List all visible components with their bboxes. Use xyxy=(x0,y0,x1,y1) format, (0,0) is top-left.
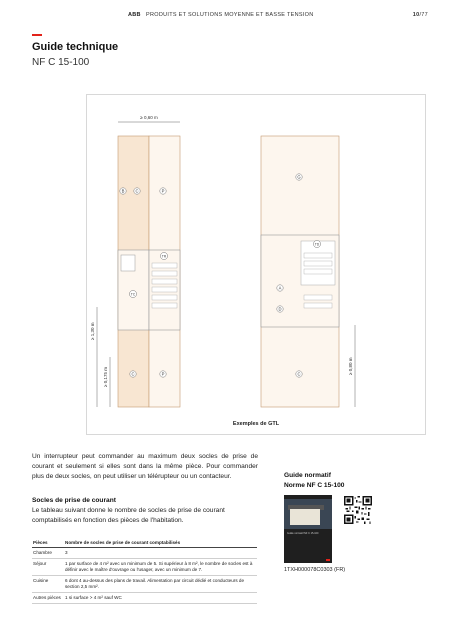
sockets-table xyxy=(32,538,257,604)
table-header-count: Nombre de socles de prise de courant comptabilisés xyxy=(64,538,257,548)
table-header-row xyxy=(32,538,257,548)
cover-text: Guide normatif NF C 15-100 xyxy=(287,532,319,535)
cover-logo xyxy=(326,559,330,561)
label-p2: P xyxy=(161,371,165,377)
page-title: Guide technique xyxy=(32,41,119,53)
label-p: P xyxy=(161,188,165,194)
table-cell-count: 1 si surface > 4 m² sauf WC xyxy=(64,593,257,604)
section-title: PRODUITS ET SOLUTIONS MOYENNE ET BASSE TENSION xyxy=(146,12,314,18)
guide-line-1: Guide normatif xyxy=(284,472,331,479)
label-c: C xyxy=(135,188,139,194)
panel-module xyxy=(121,255,135,271)
dim-left-height: ≥ 1,30 m xyxy=(90,322,95,340)
guide-heading xyxy=(284,471,344,490)
document-reference: 1TXH000078C0303 (FR) xyxy=(284,567,346,573)
gtl-diagram xyxy=(87,95,425,434)
label-d: D xyxy=(278,306,282,312)
dim-top-label: ≥ 0,60 m xyxy=(140,115,158,120)
brand-label: ABB xyxy=(128,12,141,18)
page-subtitle: NF C 15-100 xyxy=(32,57,90,68)
label-c3: C xyxy=(297,371,301,377)
table-cell-count: 6 dont 4 au-dessus des plans de travail. Alimentation par circuit dédié et conducteurs de section 2,5 mm². xyxy=(64,576,257,593)
table-cell-count: 1 par surface de 4 m² avec un minimum de 5. Si supérieur à 8 m², le nombre de socles est à définir avec le maître d'ouvrage ou l'usager, avec un minimum de 7. xyxy=(64,559,257,576)
dim-right-label: ≥ 0,80 m xyxy=(348,357,353,375)
label-td: TD xyxy=(314,242,320,247)
qr-code-icon[interactable] xyxy=(344,496,372,524)
label-tr: TR xyxy=(161,254,167,259)
dim-left-bottom: ≥ 0,175 m xyxy=(103,367,108,387)
label-a: A xyxy=(278,285,282,291)
page-header xyxy=(0,12,452,24)
table-cell-room: Autres pièces xyxy=(32,593,64,604)
table-cell-room: Cuisine xyxy=(32,576,64,593)
page-total: /77 xyxy=(419,12,428,18)
guide-cover-image[interactable] xyxy=(284,495,332,563)
label-c2: C xyxy=(131,371,135,377)
table-cell-room: Séjour xyxy=(32,559,64,576)
page-number xyxy=(413,12,428,18)
table-row xyxy=(32,559,257,576)
intro-paragraph: Un interrupteur peut commander au maximum deux socles de prise de courant et seulement si elles sont dans la même pièce. Pour commander plus de deux socles, on peut utiliser un télérupteur ou un contacteur. xyxy=(32,453,258,480)
accent-bar xyxy=(32,34,42,36)
page-current: 10 xyxy=(412,12,420,18)
label-g: G xyxy=(297,174,301,180)
guide-line-2: Norme NF C 15-100 xyxy=(284,481,345,489)
table-header-rooms: Pièces xyxy=(32,538,64,548)
label-tc: TC xyxy=(130,292,136,297)
table-row xyxy=(32,548,257,559)
table-cell-room: Chambre xyxy=(32,548,64,559)
table-row xyxy=(32,576,257,593)
label-b: B xyxy=(121,188,125,194)
sockets-heading: Socles de prise de courant xyxy=(32,497,116,504)
table-row xyxy=(32,593,257,604)
sockets-text: Le tableau suivant donne le nombre de socles de prise de courant comptabilisés en fonction des pièces de l'habitation. xyxy=(32,507,225,524)
figure-caption: Exemples de GTL xyxy=(232,421,280,427)
table-cell-count: 3 xyxy=(64,548,257,559)
gtl-figure xyxy=(86,94,426,435)
